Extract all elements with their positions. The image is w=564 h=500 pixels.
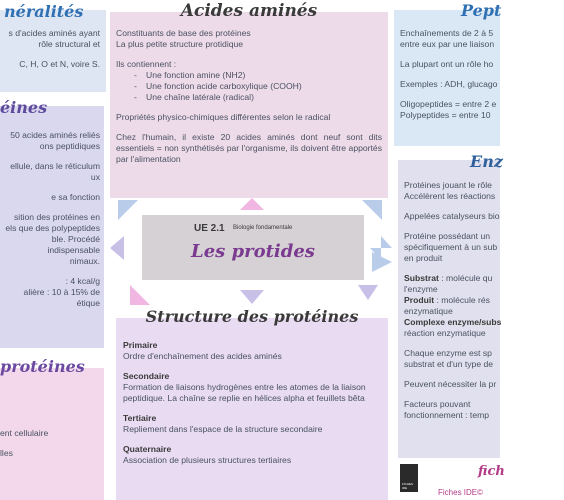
structure-section-text: Association de plusieurs structures tertiaires [123, 455, 292, 465]
structure-section-name: Tertiaire [123, 413, 157, 423]
acides-list-item: - Une chaîne latérale (radical) [116, 92, 382, 103]
proteines-roles-title: protéines [0, 357, 85, 376]
acides-list-intro: Ils contiennent : [116, 59, 177, 69]
peptides-line: Exemples : ADH, glucago [400, 79, 498, 89]
arrow-up-right-icon [362, 200, 382, 220]
arrow-right-head-icon [372, 252, 392, 272]
acides-intro-line: La plus petite structure protidique [116, 39, 244, 49]
enzymes-line: Protéine possédant un [404, 231, 491, 241]
enzymes-line: Protéines jouant le rôle [404, 180, 492, 190]
peptides-line: Enchaînements de 2 à 5 [400, 28, 494, 38]
structure-section-text: Ordre d'enchaînement des acides aminés [123, 351, 282, 361]
proteines-line: étique [76, 298, 100, 308]
logo-text: FICHES IDE [402, 482, 414, 490]
ue-code: UE 2.1 [194, 223, 225, 234]
page-title: Les protides [191, 241, 315, 262]
arrow-down-icon [240, 290, 264, 304]
enzymes-line: l'enzyme [404, 284, 438, 294]
acides-list-item: - Une fonction acide carboxylique (COOH) [116, 81, 382, 92]
enzymes-line: Chaque enzyme est sp [404, 348, 492, 358]
peptides-line: La plupart ont un rôle ho [400, 59, 494, 69]
proteines-line: ux [90, 172, 100, 182]
proteines-line: els que des polypeptides [5, 223, 100, 233]
generalites-line: rôle structural et [38, 39, 100, 49]
proteines-line: alière : 10 à 15% de [23, 287, 100, 297]
footer-copyright: Fiches IDE© [438, 488, 484, 497]
proteines-line: nimaux. [69, 256, 100, 266]
peptides-line: entre eux par une liaison [400, 39, 495, 49]
enzymes-substrat-label: Substrat [404, 273, 439, 283]
acides-intro-line: Constituants de base des protéines [116, 28, 251, 38]
acides-list-item: - Une fonction amine (NH2) [116, 70, 382, 81]
proteines-line: e sa fonction [51, 192, 100, 202]
enzymes-line: spécifiquement à un sub [404, 242, 498, 252]
enzymes-line: réaction enzymatique [404, 328, 486, 338]
enzymes-line: substrat et d'un type de [404, 359, 494, 369]
proteines-roles-line: lles [0, 448, 13, 458]
enzymes-complexe-label: Complexe enzyme/subs [404, 317, 502, 327]
proteines-title: éines [0, 98, 48, 117]
structure-section-name: Quaternaire [123, 444, 172, 454]
proteines-line: : 4 kcal/g [65, 276, 100, 286]
structure-section-text: Repliement dans l'espace de la structure secondaire [123, 424, 323, 434]
structure-section-name: Secondaire [123, 371, 170, 381]
structure-title: Structure des protéines [145, 307, 359, 326]
generalites-line: C, H, O et N, voire S. [19, 59, 100, 69]
structure-section-text: Formation de liaisons hydrogènes entre les atomes de la liaison peptidique. La chaîne se replie en hélices alpha et feuillets bêta [123, 382, 366, 403]
acides-amines-title: Acides aminés [180, 1, 318, 21]
structure-section-name: Primaire [123, 340, 158, 350]
arrow-left-icon [110, 236, 124, 260]
enzymes-line: Accélèrent les réactions [404, 191, 496, 201]
proteines-line: sition des protéines en [14, 212, 100, 222]
enzymes-produit-text: : molécule rés [434, 295, 490, 305]
enzymes-substrat-text: : molécule qu [438, 273, 493, 283]
enzymes-line: en produit [404, 253, 443, 263]
acides-props: Propriétés physico-chimiques différentes selon le radical [116, 112, 331, 122]
arrow-down-left-icon [130, 285, 150, 305]
enzymes-line: enzymatique [404, 306, 453, 316]
proteines-line: ellule, dans le réticulum [10, 161, 100, 171]
proteines-line: 50 acides aminés reliés [10, 130, 100, 140]
enzymes-line: Peuvent nécessiter la pr [404, 379, 497, 389]
proteines-roles-line: ent cellulaire [0, 428, 49, 438]
generalites-line: s d'acides aminés ayant [8, 28, 100, 38]
generalites-title: néralités [4, 2, 84, 21]
footer-brand: fich [478, 464, 505, 479]
proteines-line: ble. Procédé indispensable [47, 234, 100, 255]
arrow-up-icon [240, 198, 264, 210]
ue-subtitle: Biologie fondamentale [233, 225, 293, 231]
arrow-down-right-icon [358, 285, 378, 300]
acides-human: Chez l'humain, il existe 20 acides aminés dont neuf sont dits essentiels = non synthétisés par l'organisme, ils doivent être apportés par l'alimentation [116, 132, 382, 164]
peptides-line: Oligopeptides = entre 2 e [400, 99, 497, 109]
arrow-up-left-icon [118, 200, 138, 220]
enzymes-line: fonctionnement : temp [404, 410, 490, 420]
peptides-title: Pept [461, 1, 502, 20]
enzymes-line: Facteurs pouvant [404, 399, 471, 409]
enzymes-title: Enz [470, 152, 503, 171]
peptides-line: Polypeptides = entre 10 [400, 110, 491, 120]
proteines-line: ons peptidiques [39, 141, 100, 151]
enzymes-line: Appelées catalyseurs bio [404, 211, 500, 221]
enzymes-produit-label: Produit [404, 295, 435, 305]
